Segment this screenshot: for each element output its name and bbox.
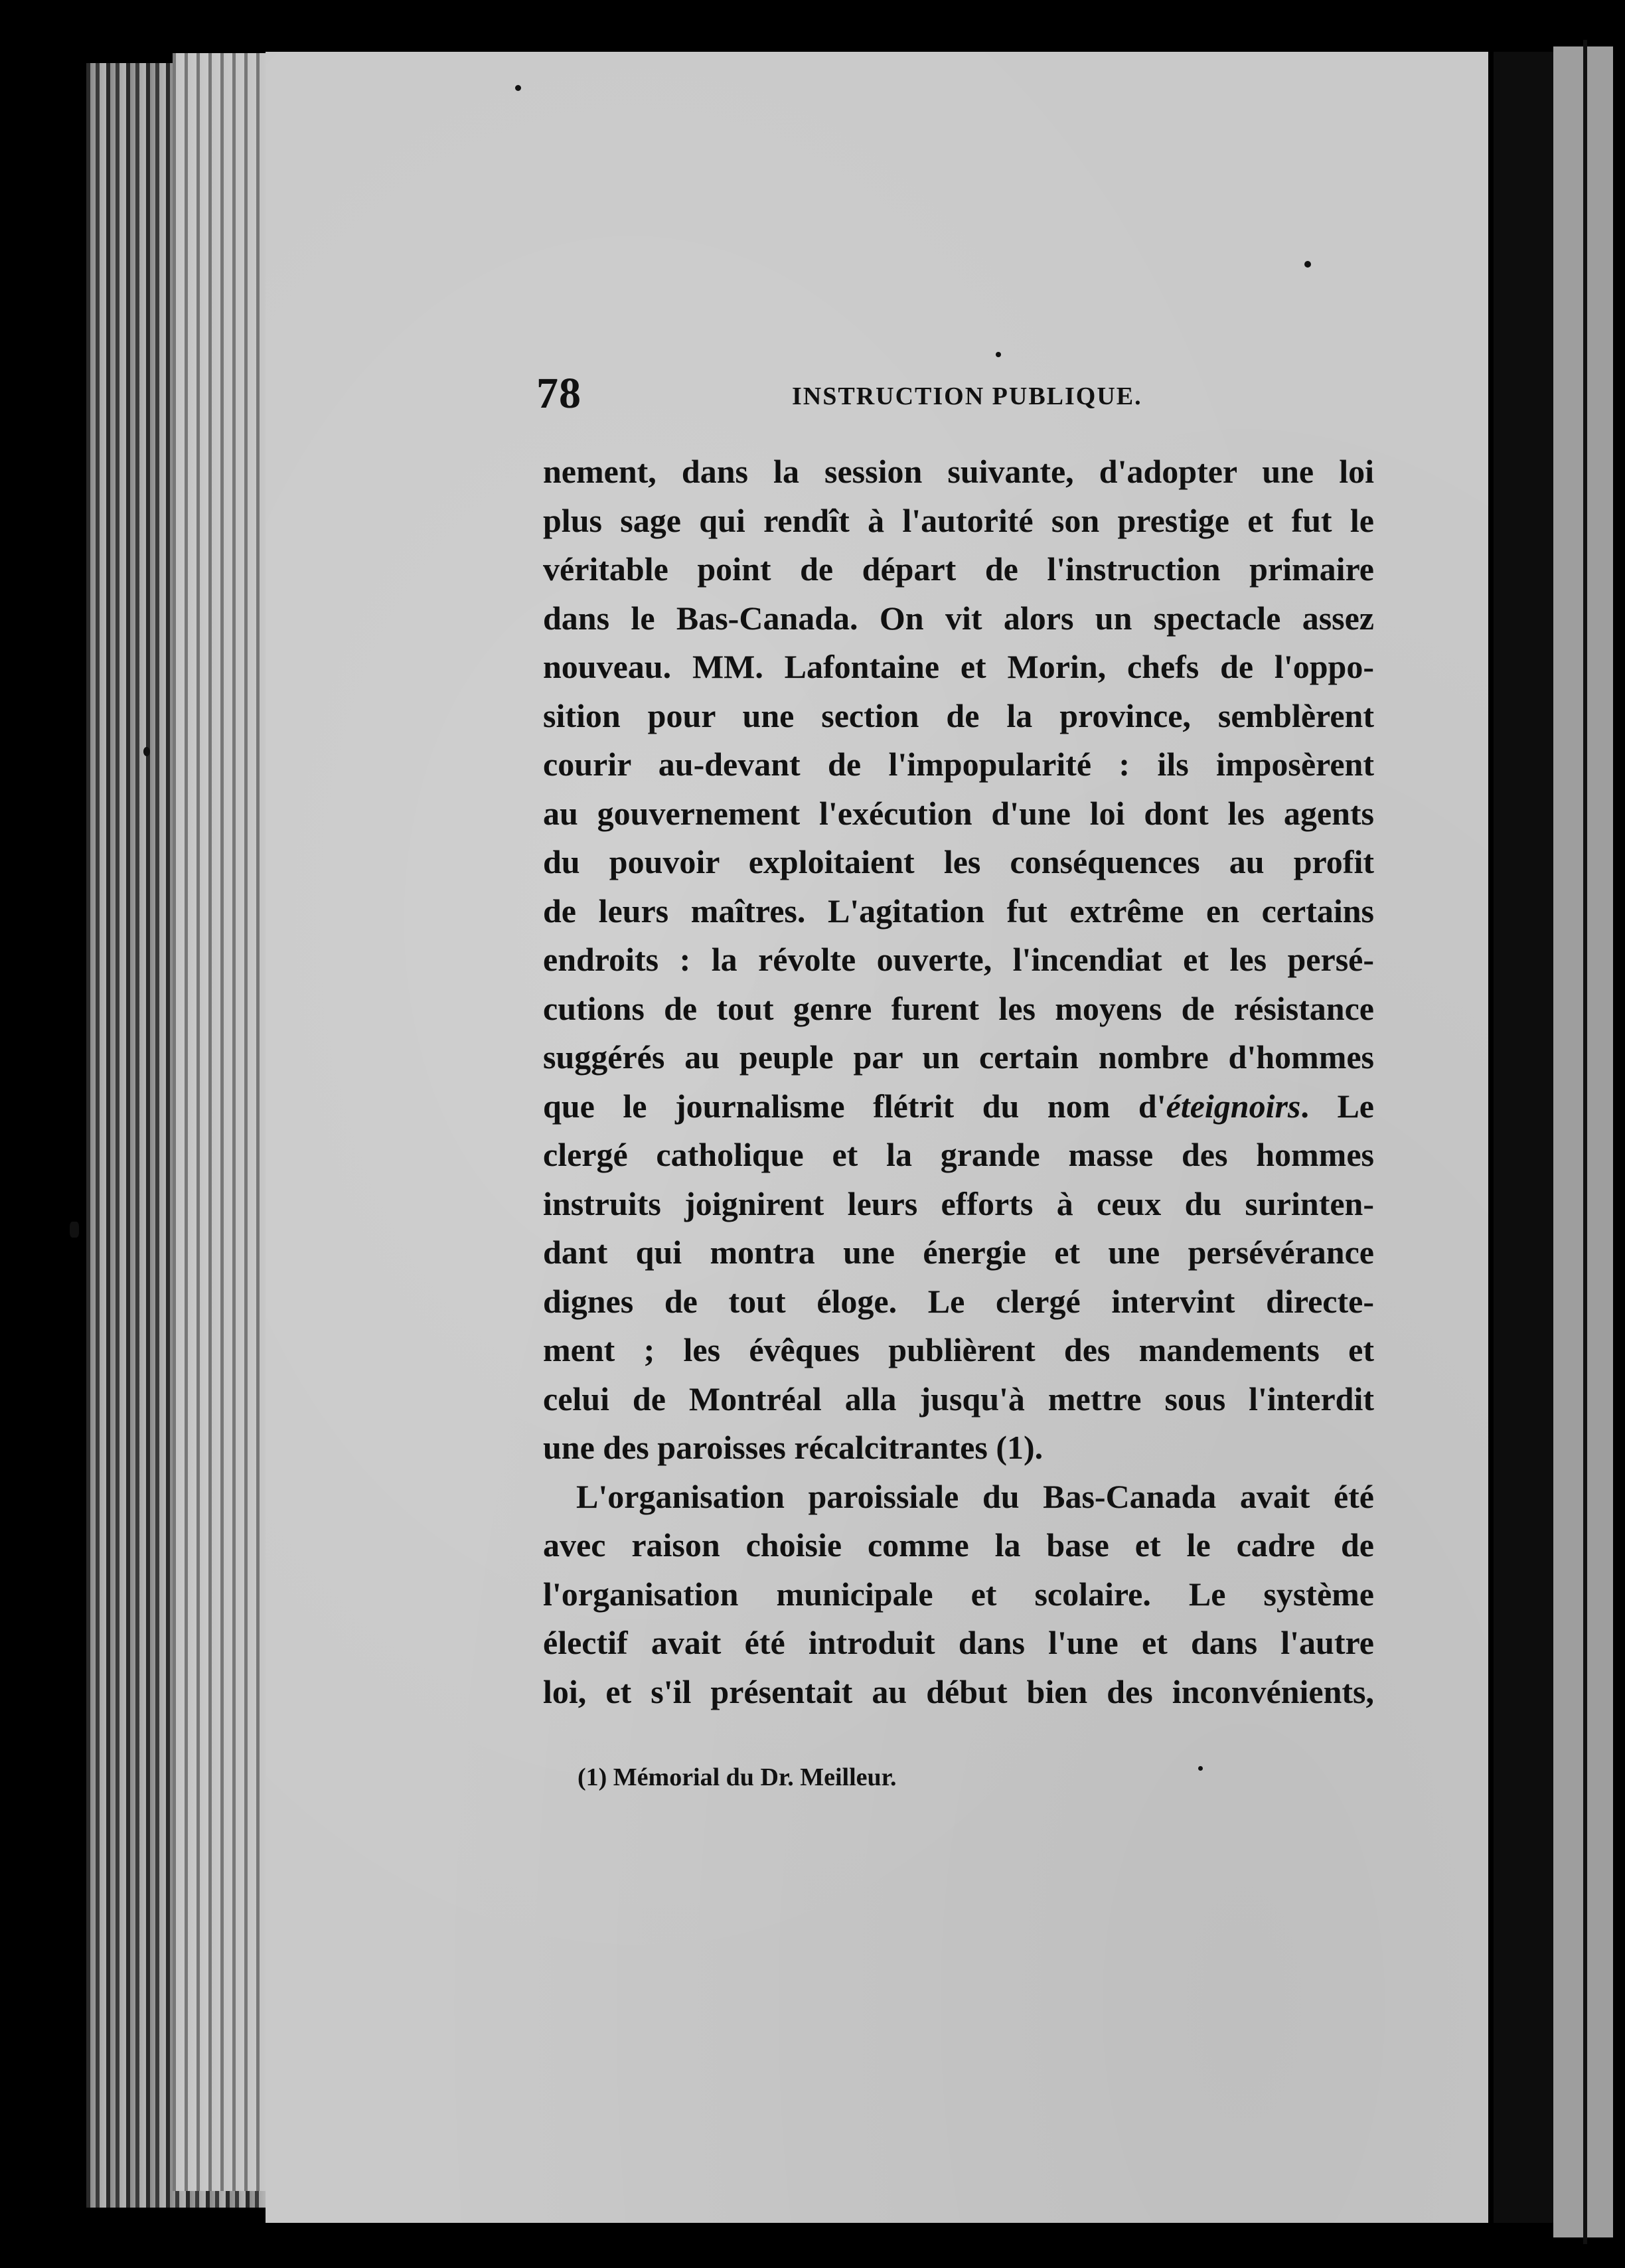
text-segment: . Le [1300, 1087, 1374, 1125]
text-line: avec raison choisie comme la base et le cadre de [543, 1526, 1374, 1564]
text-line: cutions de tout genre furent les moyens de résistance [543, 989, 1374, 1027]
scan-speck [70, 1222, 79, 1238]
text-line: ment ; les évêques publièrent des mandements et [543, 1331, 1374, 1368]
scan-speck [996, 352, 1001, 357]
book-page-edge-right-line [1583, 40, 1587, 2244]
text-segment: que le journalisme flétrit du nom d' [543, 1087, 1166, 1125]
italic-term: éteignoirs [1166, 1087, 1301, 1125]
text-line: instruits joignirent leurs efforts à ceux du surinten- [543, 1184, 1374, 1222]
text-line: nement, dans la session suivante, d'adopter une loi [543, 453, 1374, 490]
book-gutter-shadow [1494, 52, 1553, 2223]
running-head [536, 368, 1379, 422]
text-line: une des paroisses récalcitrantes (1). [543, 1429, 1044, 1466]
text-line: nouveau. MM. Lafontaine et Morin, chefs de l'oppo- [543, 648, 1374, 685]
text-line: électif avait été introduit dans l'une et dans l'autre [543, 1624, 1374, 1661]
scan-speck [1198, 1766, 1203, 1771]
text-line: loi, et s'il présentait au début bien des inconvénients, [543, 1672, 1374, 1710]
text-line: courir au-devant de l'impopularité : ils imposèrent [543, 746, 1374, 783]
scan-speck [515, 85, 521, 91]
scan-speck [1304, 261, 1311, 268]
text-line: endroits : la révolte ouverte, l'incendiat et les persé- [543, 941, 1374, 978]
body-text [543, 447, 1374, 1716]
text-line: dant qui montra une énergie et une persévérance [543, 1234, 1374, 1271]
text-line: plus sage qui rendît à l'autorité son prestige et fut le [543, 501, 1374, 539]
text-line: clergé catholique et la grande masse des hommes [543, 1136, 1374, 1173]
text-line: celui de Montréal alla jusqu'à mettre sous l'interdit [543, 1380, 1374, 1418]
text-line-with-italic [543, 1082, 1374, 1131]
scan-speck [143, 747, 150, 756]
text-line: L'organisation paroissiale du Bas-Canada avait été [576, 1477, 1374, 1515]
text-line: de leurs maîtres. L'agitation fut extrême en certains [543, 892, 1374, 930]
text-line: véritable point de départ de l'instruction primaire [543, 550, 1374, 588]
page-number: 78 [536, 369, 581, 418]
running-title: INSTRUCTION PUBLIQUE. [792, 382, 1142, 410]
text-line: du pouvoir exploitaient les conséquences au profit [543, 843, 1374, 880]
footnote: (1) Mémorial du Dr. Meilleur. [578, 1763, 897, 1791]
text-line: dignes de tout éloge. Le clergé intervint directe- [543, 1282, 1374, 1320]
text-line: sition pour une section de la province, semblèrent [543, 696, 1374, 734]
text-line: dans le Bas-Canada. On vit alors un spectacle assez [543, 599, 1374, 637]
text-line: l'organisation municipale et scolaire. Le système [543, 1575, 1374, 1613]
text-line: suggérés au peuple par un certain nombre d'hommes [543, 1038, 1374, 1076]
text-line: au gouvernement l'exécution d'une loi dont les agents [543, 794, 1374, 832]
